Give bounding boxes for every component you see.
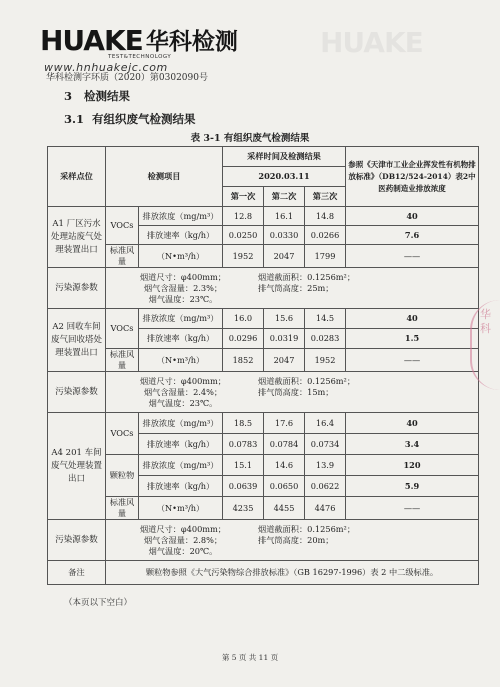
sampling-point-a2: A2 回收车间废气回收塔处理装置出口 <box>48 309 106 372</box>
param-text: 烟气含湿量：2.8%； <box>143 534 223 545</box>
seal-stamp-edge <box>470 300 500 390</box>
header-run-1: 第一次 <box>223 187 264 207</box>
airflow-unit: （N•m³/h） <box>139 245 223 268</box>
source-params-label: 污染源参数 <box>48 268 106 309</box>
standard-limit: 40 <box>346 207 479 226</box>
table-row <box>48 207 479 226</box>
param-text: 烟气含湿量：2.3%； <box>143 282 223 293</box>
table-cell: —— <box>346 245 479 268</box>
table-cell: 12.8 <box>223 207 264 226</box>
table-cell: 1852 <box>223 349 264 372</box>
table-cell: 0.0250 <box>223 226 264 245</box>
header-standard: 参照《天津市工业企业挥发性有机物排放标准》（DB12/524-2014）表2中医药制造业排放浓度 <box>346 147 479 207</box>
param-text: 排气筒高度：25m； <box>258 282 334 293</box>
emission-results-table <box>47 146 479 585</box>
source-params-a4 <box>106 520 479 561</box>
pollutant-particulate: 颗粒物 <box>106 455 139 497</box>
table-cell: 4235 <box>223 497 264 520</box>
emission-concentration-label: 排放浓度（mg/m³） <box>139 413 223 434</box>
remark-text: 颗粒物参照《大气污染物综合排放标准》（GB 16297-1996）表 2 中二级标准。 <box>106 561 479 585</box>
table-cell: 15.1 <box>223 455 264 476</box>
table-row <box>48 309 479 329</box>
source-params-a1 <box>106 268 479 309</box>
standard-limit: 3.4 <box>346 434 479 455</box>
standard-limit: 7.6 <box>346 226 479 245</box>
page-footer: 第 5 页 共 11 页 <box>221 653 279 662</box>
param-text: 烟道尺寸：φ400mm； <box>139 271 226 282</box>
company-url: www.hnhuakejc.com <box>44 61 168 74</box>
table-cell: 4455 <box>264 497 305 520</box>
table-cell: 0.0296 <box>223 329 264 349</box>
standard-limit: 120 <box>346 455 479 476</box>
table-cell: 1952 <box>223 245 264 268</box>
param-text: 烟道尺寸：φ400mm； <box>139 375 226 386</box>
standard-limit: 1.5 <box>346 329 479 349</box>
table-cell: 14.8 <box>305 207 346 226</box>
standard-limit: 40 <box>346 413 479 434</box>
section-number: 3 <box>64 89 73 103</box>
table-cell: 14.6 <box>264 455 305 476</box>
emission-rate-label: 排放速率（kg/h） <box>139 476 223 497</box>
table-cell: 1952 <box>305 349 346 372</box>
header-time-and-results: 采样时间及检测结果 <box>223 147 346 167</box>
table-row <box>48 520 479 561</box>
seal-text: 华科 <box>480 308 491 335</box>
section-title: 检测结果 <box>84 89 131 103</box>
standard-limit: 5.9 <box>346 476 479 497</box>
table-cell: 2047 <box>264 349 305 372</box>
emission-concentration-label: 排放浓度（mg/m³） <box>139 207 223 226</box>
standard-limit: 40 <box>346 309 479 329</box>
header-sampling-point: 采样点位 <box>48 147 106 207</box>
table-cell: 13.9 <box>305 455 346 476</box>
pollutant-vocs: VOCs <box>106 207 139 245</box>
table-cell: 0.0784 <box>264 434 305 455</box>
standard-airflow-label: 标准风量 <box>106 497 139 520</box>
company-logo <box>40 24 238 74</box>
param-text: 烟气温度：23℃。 <box>148 293 218 304</box>
pollutant-vocs: VOCs <box>106 309 139 349</box>
header-test-item: 检测项目 <box>106 147 223 207</box>
table-row <box>48 372 479 413</box>
pollutant-vocs: VOCs <box>106 413 139 455</box>
subsection-title: 有组织废气检测结果 <box>92 112 196 126</box>
sampling-point-a1: A1 厂区污水处理站废气处理装置出口 <box>48 207 106 268</box>
table-cell: —— <box>346 349 479 372</box>
bleed-through-watermark: HUAKE <box>320 26 423 59</box>
table-row <box>48 413 479 434</box>
blank-below-note: （本页以下空白） <box>64 598 133 608</box>
emission-rate-label: 排放速率（kg/h） <box>139 434 223 455</box>
remark-label: 备注 <box>48 561 106 585</box>
section-heading <box>64 88 130 104</box>
param-text: 烟道尺寸：φ400mm； <box>139 523 226 534</box>
subsection-number: 3.1 <box>64 112 85 126</box>
table-cell: 16.4 <box>305 413 346 434</box>
table-cell: 0.0650 <box>264 476 305 497</box>
table-cell: 1799 <box>305 245 346 268</box>
table-cell: 0.0639 <box>223 476 264 497</box>
table-cell: 16.1 <box>264 207 305 226</box>
table-cell: 17.6 <box>264 413 305 434</box>
param-text: 排气筒高度：20m； <box>258 534 334 545</box>
table-cell: 0.0783 <box>223 434 264 455</box>
table-title: 表 3-1 有组织废气检测结果 <box>190 133 310 144</box>
param-text: 烟气温度：20℃。 <box>148 545 218 556</box>
header-run-3: 第三次 <box>305 187 346 207</box>
standard-airflow-label: 标准风量 <box>106 349 139 372</box>
airflow-unit: （N•m³/h） <box>139 349 223 372</box>
table-cell: 0.0330 <box>264 226 305 245</box>
param-text: 烟道截面积：0.1256m²； <box>258 271 356 282</box>
emission-rate-label: 排放速率（kg/h） <box>139 226 223 245</box>
table-cell: 0.0283 <box>305 329 346 349</box>
table-row <box>48 268 479 309</box>
param-text: 烟气温度：23℃。 <box>148 397 218 408</box>
table-cell: 16.0 <box>223 309 264 329</box>
table-cell: 18.5 <box>223 413 264 434</box>
param-text: 排气筒高度：15m； <box>258 386 334 397</box>
table-cell: 14.5 <box>305 309 346 329</box>
airflow-unit: （N•m³/h） <box>139 497 223 520</box>
subsection-heading <box>64 111 196 127</box>
table-cell: 0.0622 <box>305 476 346 497</box>
table-row <box>48 349 479 372</box>
header-run-2: 第二次 <box>264 187 305 207</box>
logo-tagline: TEST&TECHNOLOGY <box>108 54 172 60</box>
table-row <box>48 245 479 268</box>
table-cell: 4476 <box>305 497 346 520</box>
table-row <box>48 455 479 476</box>
table-row <box>48 561 479 585</box>
table-cell: 15.6 <box>264 309 305 329</box>
param-text: 烟气含湿量：2.4%； <box>143 386 223 397</box>
param-text: 烟道截面积：0.1256m²； <box>258 523 356 534</box>
table-cell: 2047 <box>264 245 305 268</box>
table-cell: —— <box>346 497 479 520</box>
source-params-a2 <box>106 372 479 413</box>
emission-concentration-label: 排放浓度（mg/m³） <box>139 309 223 329</box>
table-cell: 0.0734 <box>305 434 346 455</box>
emission-rate-label: 排放速率（kg/h） <box>139 329 223 349</box>
report-number: 华科检测字环质（2020）第0302090号 <box>46 73 208 83</box>
table-row <box>48 497 479 520</box>
header-date: 2020.03.11 <box>223 167 346 187</box>
logo-chinese-name: 华科检测 <box>145 29 238 55</box>
source-params-label: 污染源参数 <box>48 372 106 413</box>
param-text: 烟道截面积：0.1256m²； <box>258 375 356 386</box>
logo-mark: HUAKE <box>40 24 143 57</box>
table-cell: 0.0319 <box>264 329 305 349</box>
sampling-point-a4: A4 201 车间废气处理装置出口 <box>48 413 106 520</box>
table-cell: 0.0266 <box>305 226 346 245</box>
standard-airflow-label: 标准风量 <box>106 245 139 268</box>
source-params-label: 污染源参数 <box>48 520 106 561</box>
emission-concentration-label: 排放浓度（mg/m³） <box>139 455 223 476</box>
